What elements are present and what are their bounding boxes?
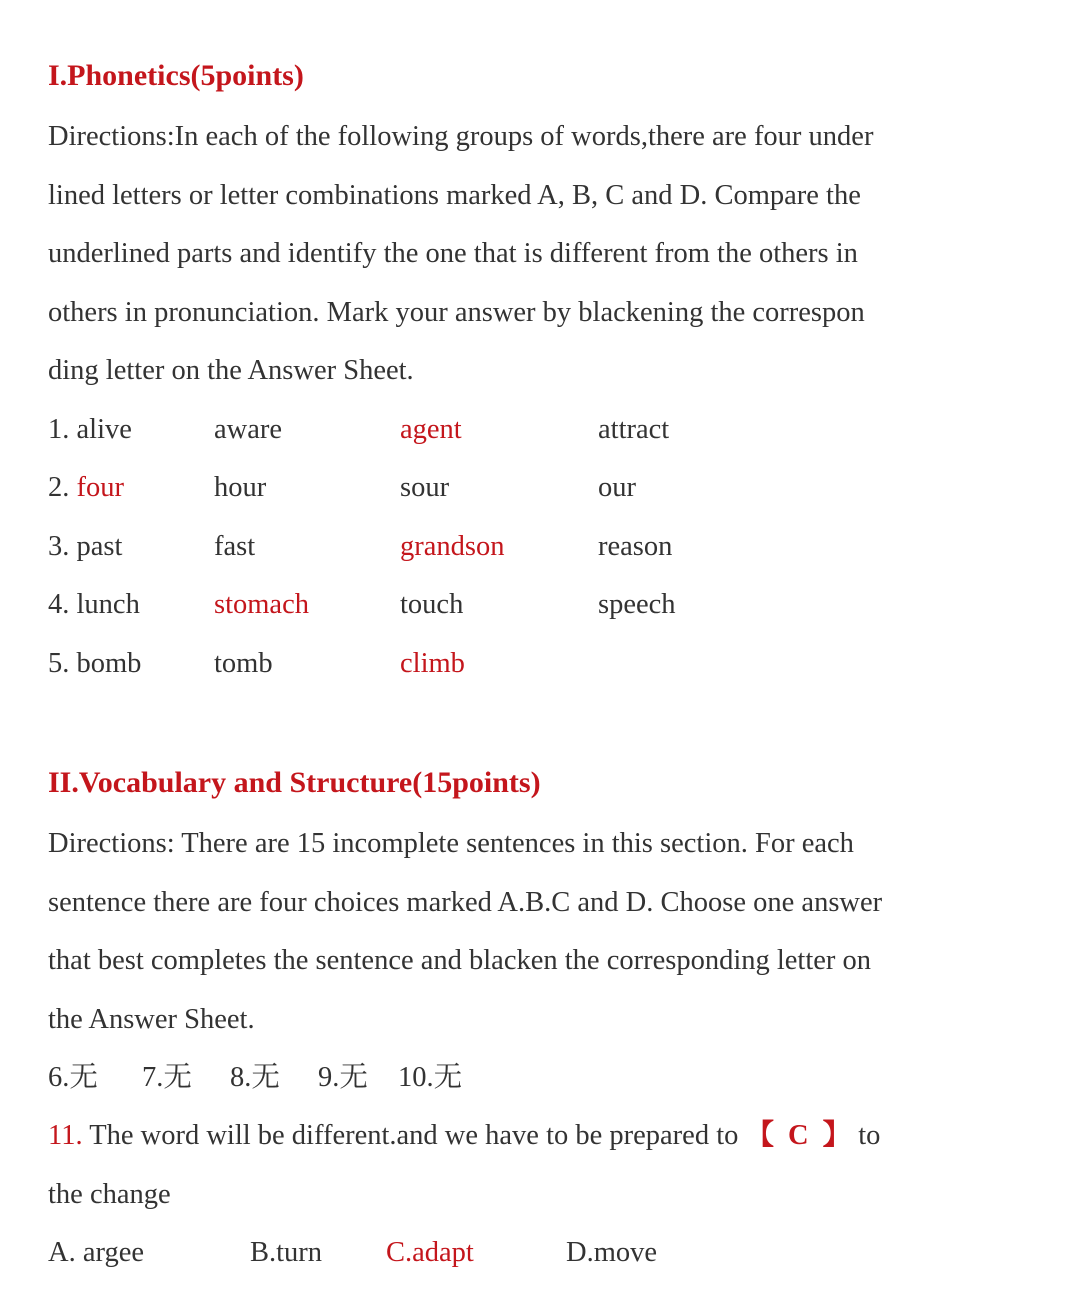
section1-directions xyxy=(48,108,1038,401)
answer-word: four xyxy=(76,472,124,503)
option-c-answer: C.adapt xyxy=(386,1237,474,1268)
answer-bracket-close: 】 xyxy=(822,1120,852,1151)
skipped-question: 10.无 xyxy=(398,1062,463,1093)
directions-line: that best completes the sentence and blacken the corresponding letter on xyxy=(48,945,872,976)
word: alive xyxy=(76,414,132,445)
phonetics-word xyxy=(598,585,676,625)
item-number: 4. xyxy=(48,589,77,620)
phonetics-word xyxy=(214,644,273,684)
skipped-question: 9.无 xyxy=(318,1062,368,1093)
question-11-line xyxy=(48,1116,880,1156)
phonetics-word xyxy=(214,527,255,567)
option-d: D.move xyxy=(566,1237,658,1268)
phonetics-word xyxy=(598,410,669,450)
word: reason xyxy=(598,531,673,562)
phonetics-word xyxy=(214,410,282,450)
section2-title: II.Vocabulary and Structure(15points) xyxy=(48,766,541,799)
skipped-question: 8.无 xyxy=(230,1062,280,1093)
directions-line: others in pronunciation. Mark your answer by blackening the correspon xyxy=(48,296,865,328)
item-number: 5. xyxy=(48,648,77,679)
item-number: 3. xyxy=(48,531,77,562)
question-text-line2: the change xyxy=(48,1179,171,1210)
item-number: 1. xyxy=(48,414,77,445)
answer-word: grandson xyxy=(400,531,505,562)
answer-letter: C xyxy=(788,1120,809,1151)
option-b: B.turn xyxy=(250,1237,323,1268)
phonetics-item xyxy=(48,585,140,625)
phonetics-item xyxy=(48,410,132,450)
word: hour xyxy=(214,472,267,503)
word: our xyxy=(598,472,636,503)
question-number: 11. xyxy=(48,1120,83,1151)
option-a: A. argee xyxy=(48,1237,145,1268)
phonetics-word xyxy=(400,585,463,625)
word: tomb xyxy=(214,648,273,679)
word: aware xyxy=(214,414,283,445)
word: sour xyxy=(400,472,450,503)
phonetics-word xyxy=(400,644,465,684)
phonetics-item xyxy=(48,468,124,508)
word: fast xyxy=(214,531,256,562)
phonetics-item xyxy=(48,527,122,567)
answer-word: climb xyxy=(400,648,465,679)
directions-line: Directions:In each of the following groups of words,there are four under xyxy=(48,121,874,152)
answer-bracket-open: 【 xyxy=(745,1120,775,1151)
phonetics-word xyxy=(400,410,462,450)
word: touch xyxy=(400,589,464,620)
word: lunch xyxy=(76,589,140,620)
answer-word: stomach xyxy=(214,589,309,620)
phonetics-word xyxy=(598,527,672,567)
directions-line: sentence there are four choices marked A.B.C and D. Choose one answer xyxy=(48,886,883,918)
directions-line: ding letter on the Answer Sheet. xyxy=(48,355,414,386)
phonetics-item xyxy=(48,644,141,684)
question-text: The word will be different.and we have to be prepared to xyxy=(82,1120,746,1151)
phonetics-word xyxy=(598,468,636,508)
phonetics-word xyxy=(214,585,309,625)
word: speech xyxy=(598,589,676,620)
skipped-question: 7.无 xyxy=(142,1062,192,1093)
item-number: 2. xyxy=(48,472,77,503)
word: bomb xyxy=(76,648,142,679)
directions-line: underlined parts and identify the one that is different from the others in xyxy=(48,238,858,269)
phonetics-word xyxy=(214,468,266,508)
directions-line: Directions: There are 15 incomplete sentences in this section. For each xyxy=(48,828,854,859)
phonetics-word xyxy=(400,468,449,508)
phonetics-word xyxy=(400,527,504,567)
directions-line: lined letters or letter combinations marked A, B, C and D. Compare the xyxy=(48,179,861,211)
answer-word: agent xyxy=(400,414,462,445)
word: past xyxy=(76,531,123,562)
skipped-question: 6.无 xyxy=(48,1062,98,1093)
section1-title: I.Phonetics(5points) xyxy=(48,59,304,92)
section2-directions xyxy=(48,815,1038,1049)
question-text-after: to xyxy=(851,1120,881,1151)
directions-line: the Answer Sheet. xyxy=(48,1003,255,1035)
word: attract xyxy=(598,414,670,445)
